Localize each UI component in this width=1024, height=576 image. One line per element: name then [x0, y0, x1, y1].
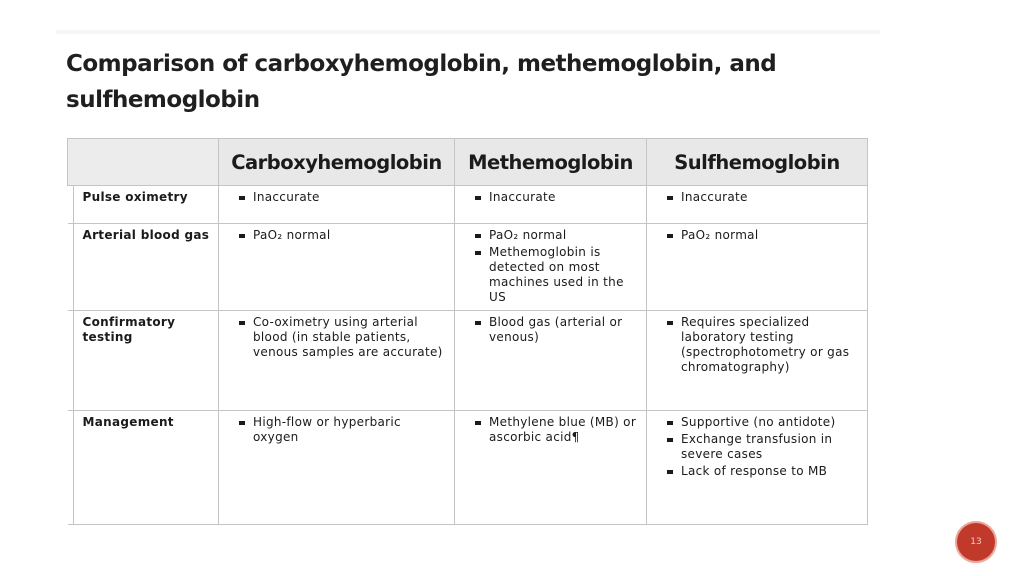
bullet-list: [463, 315, 640, 345]
bullet-item: Blood gas (arterial or venous): [463, 315, 640, 345]
slide-title: Comparison of carboxyhemoglobin, methemoglobin, and sulfhemoglobin: [66, 51, 777, 113]
column-header-methemoglobin: Methemoglobin: [455, 139, 647, 186]
table-header-row: [68, 139, 868, 186]
bullet-item: Supportive (no antidote): [655, 415, 861, 430]
comparison-table: [67, 138, 868, 525]
row-label: Confirmatory testing: [68, 311, 219, 411]
bullet-item: Exchange transfusion in severe cases: [655, 432, 861, 462]
bullet-list: [227, 415, 448, 445]
bullet-list: [655, 228, 861, 243]
row-label: Management: [68, 411, 219, 525]
table-cell: [647, 411, 868, 525]
column-header-sulfhemoglobin: Sulfhemoglobin: [647, 139, 868, 186]
bullet-list: [463, 228, 640, 305]
table-row: [68, 411, 868, 525]
table-cell: [455, 311, 647, 411]
table-cell: [455, 411, 647, 525]
bullet-list: [655, 315, 861, 375]
table-cell: [219, 411, 455, 525]
bullet-item: PaO₂ normal: [463, 228, 640, 243]
bullet-item: Methemoglobin is detected on most machines used in the US: [463, 245, 640, 305]
table-cell: [219, 224, 455, 311]
bullet-list: [655, 415, 861, 479]
bullet-item: Co-oximetry using arterial blood (in stable patients, venous samples are accurate): [227, 315, 448, 360]
slide-number: 13: [970, 537, 982, 547]
table-cell: [219, 186, 455, 224]
slide-number-button[interactable]: [957, 523, 995, 561]
bullet-item: PaO₂ normal: [655, 228, 861, 243]
table-cell: [647, 311, 868, 411]
bullet-list: [463, 415, 640, 445]
bullet-item: Requires specialized laboratory testing (spectrophotometry or gas chromatography): [655, 315, 861, 375]
bullet-item: Inaccurate: [463, 190, 640, 205]
bullet-item: Inaccurate: [655, 190, 861, 205]
header-blank-cell: [68, 139, 219, 186]
bullet-list: [463, 190, 640, 205]
bullet-item: Lack of response to MB: [655, 464, 861, 479]
table-cell: [647, 186, 868, 224]
table-cell: [455, 186, 647, 224]
bullet-item: Inaccurate: [227, 190, 448, 205]
column-header-carboxyhemoglobin: Carboxyhemoglobin: [219, 139, 455, 186]
table-cell: [647, 224, 868, 311]
table-body: [68, 186, 868, 525]
top-divider: [56, 30, 880, 34]
table-cell: [219, 311, 455, 411]
table-cell: [455, 224, 647, 311]
bullet-list: [227, 190, 448, 205]
row-label: Arterial blood gas: [68, 224, 219, 311]
row-label: Pulse oximetry: [68, 186, 219, 224]
bullet-list: [227, 315, 448, 360]
table-row: [68, 311, 868, 411]
bullet-item: PaO₂ normal: [227, 228, 448, 243]
bullet-list: [227, 228, 448, 243]
table-row: [68, 186, 868, 224]
bullet-item: Methylene blue (MB) or ascorbic acid¶: [463, 415, 640, 445]
table-row: [68, 224, 868, 311]
bullet-item: High-flow or hyperbaric oxygen: [227, 415, 448, 445]
bullet-list: [655, 190, 861, 205]
